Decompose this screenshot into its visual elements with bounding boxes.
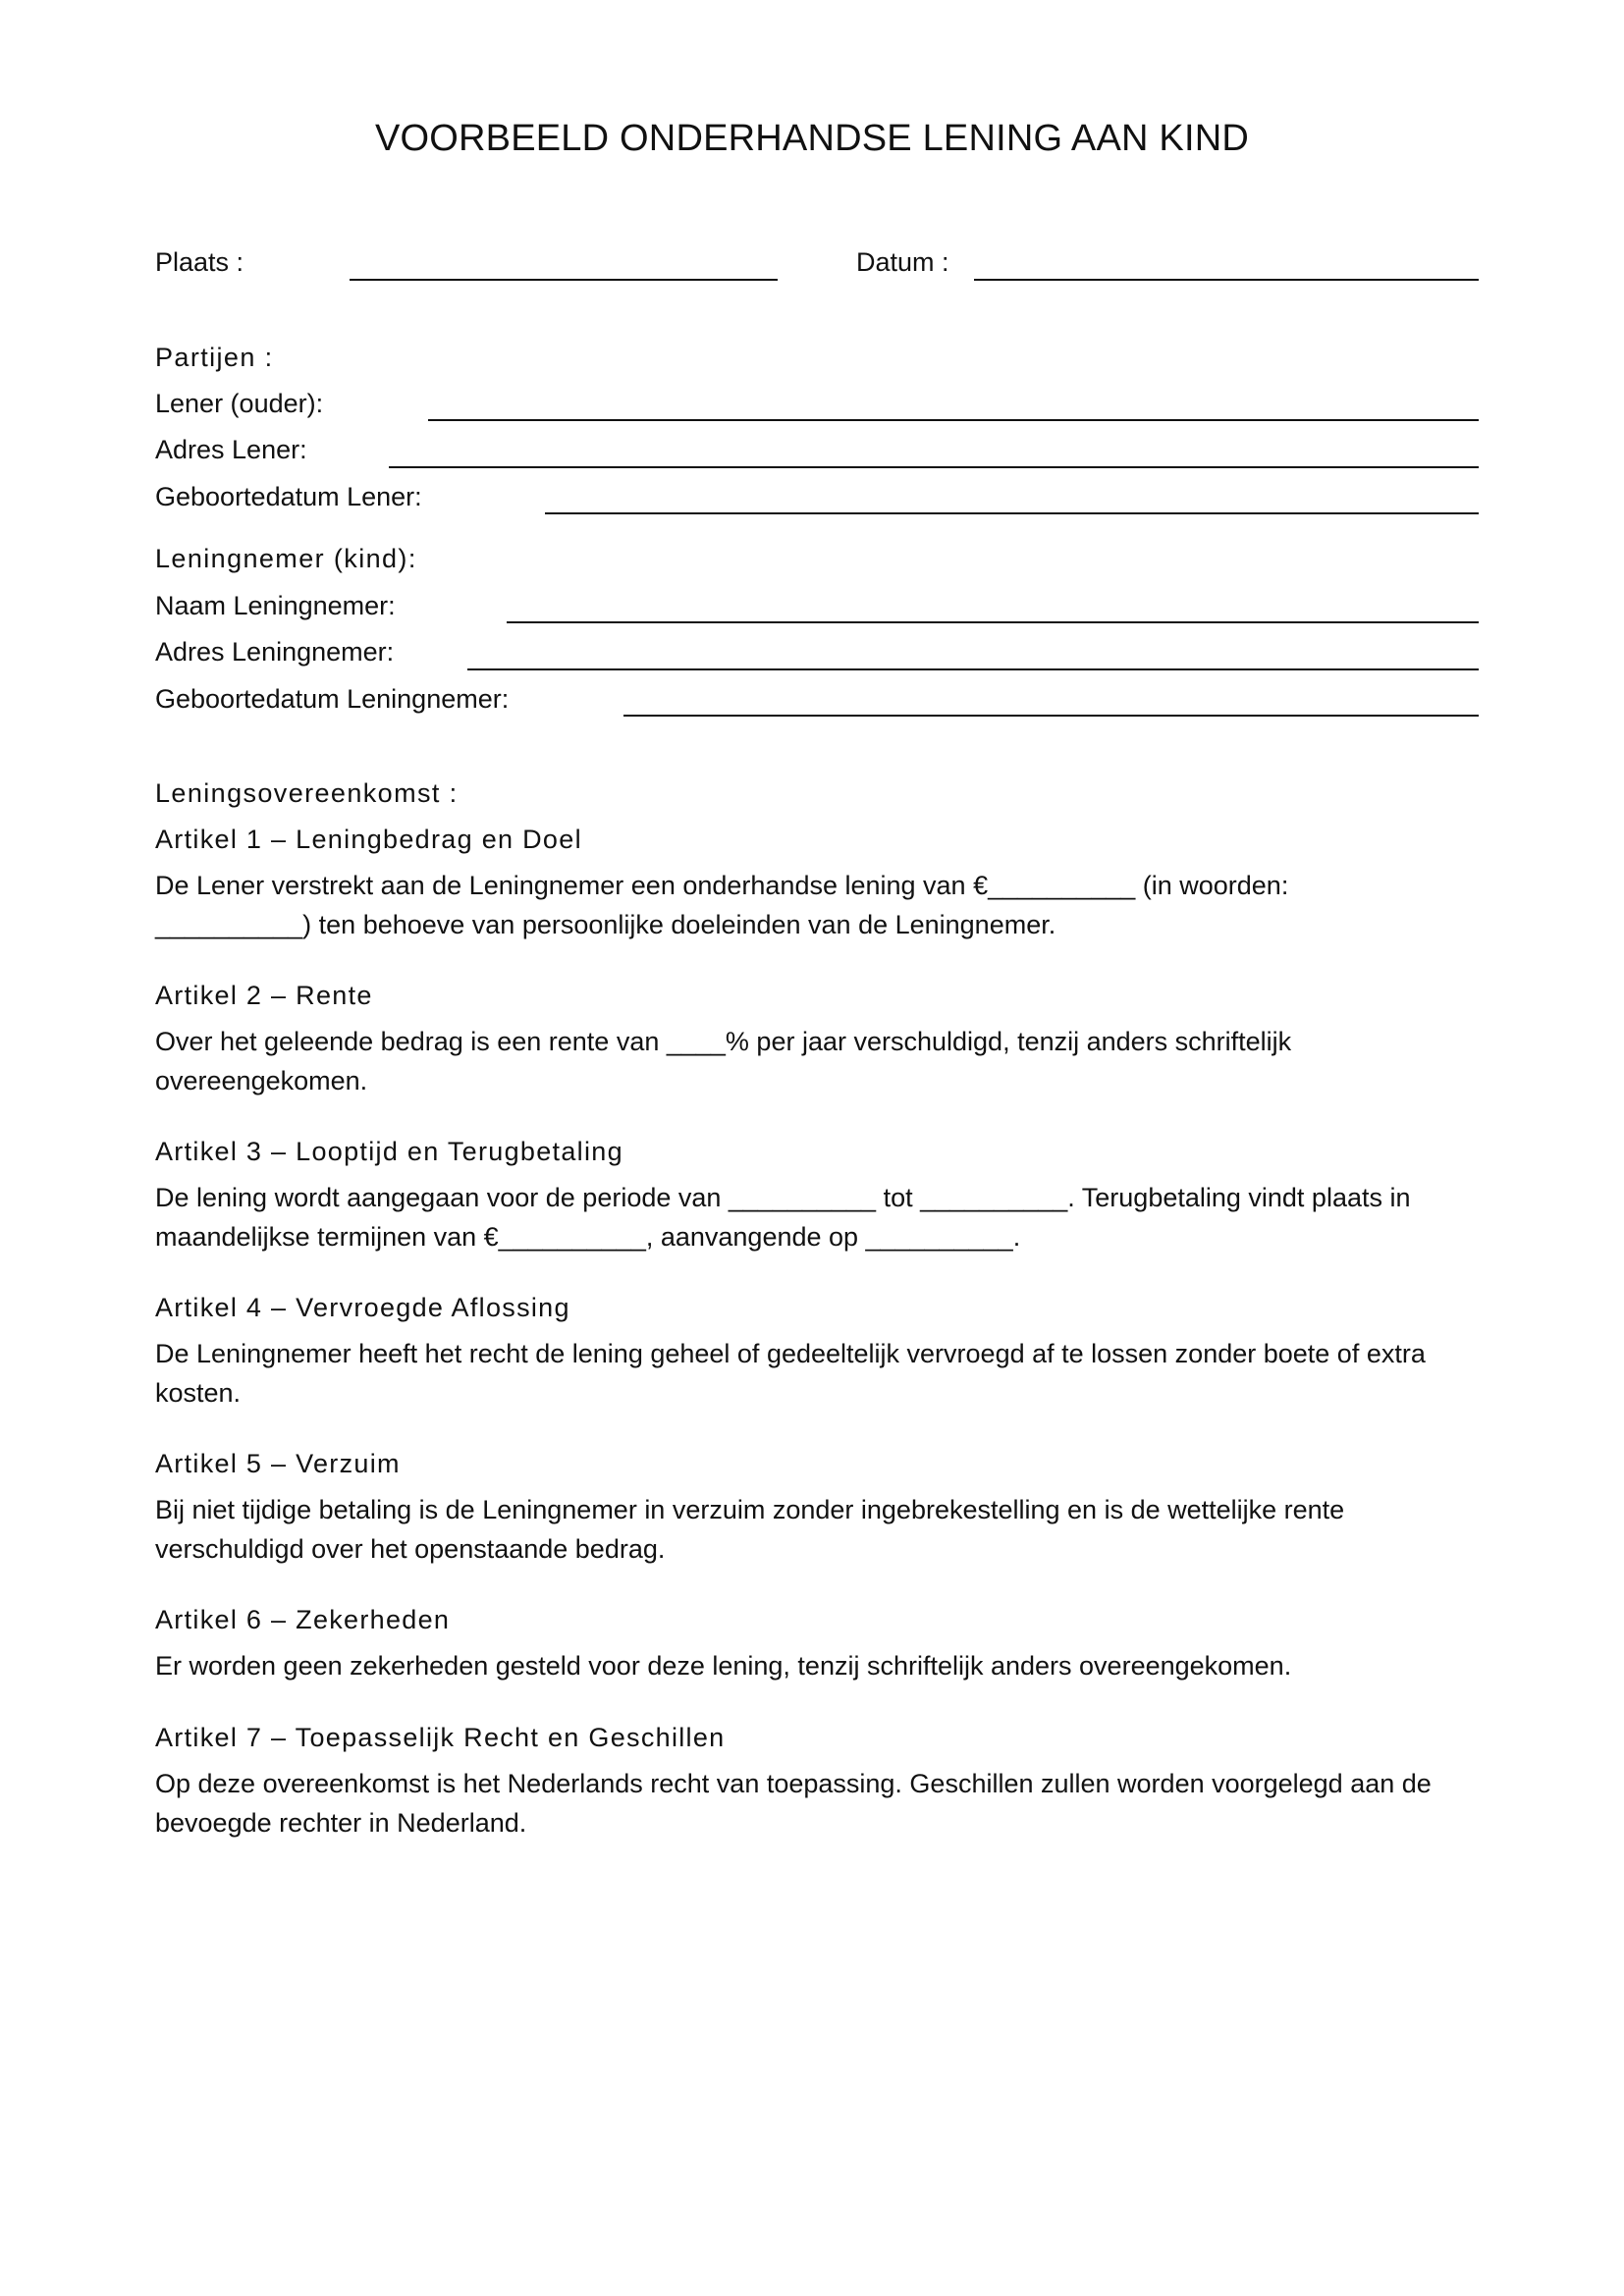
lender-birthdate-field-line[interactable] — [545, 512, 1479, 514]
borrower-name-field-line[interactable] — [507, 621, 1479, 623]
article-3-line-1: De lening wordt aangegaan voor de periode van __________ tot __________. Terugbetaling vindt plaats in — [155, 1183, 1411, 1212]
borrower-address-label: Adres Leningnemer: — [155, 637, 395, 667]
article-3-heading: Artikel 3 – Looptijd en Terugbetaling — [155, 1137, 623, 1166]
article-6-line-1: Er worden geen zekerheden gesteld voor deze lening, tenzij schriftelijk anders overeengekomen. — [155, 1651, 1292, 1681]
article-7-line-1: Op deze overeenkomst is het Nederlands recht van toepassing. Geschillen zullen worden voorgelegd aan de — [155, 1769, 1432, 1798]
article-1-line-2: __________) ten behoeve van persoonlijke doeleinden van de Leningnemer. — [155, 910, 1056, 939]
agreement-heading: Leningsovereenkomst : — [155, 778, 459, 808]
article-4-text — [155, 1334, 1490, 1413]
lender-birthdate-label: Geboortedatum Lener: — [155, 482, 422, 511]
article-5-line-2: verschuldigd over het openstaande bedrag. — [155, 1534, 666, 1564]
article-7-heading: Artikel 7 – Toepasselijk Recht en Geschillen — [155, 1723, 726, 1752]
lender-name-field-line[interactable] — [428, 419, 1479, 421]
article-4-line-1: De Leningnemer heeft het recht de lening geheel of gedeeltelijk vervroegd af te lossen zonder boete of extra — [155, 1339, 1426, 1368]
article-1-text — [155, 866, 1490, 944]
date-field-line[interactable] — [974, 279, 1479, 281]
place-label: Plaats : — [155, 247, 244, 277]
article-6-text — [155, 1646, 1490, 1685]
article-7-line-2: bevoegde rechter in Nederland. — [155, 1808, 527, 1838]
article-5-text — [155, 1490, 1490, 1569]
article-2-line-2: overeengekomen. — [155, 1066, 368, 1095]
article-1-heading: Artikel 1 – Leningbedrag en Doel — [155, 825, 582, 854]
borrower-birthdate-field-line[interactable] — [623, 715, 1479, 717]
article-4-heading: Artikel 4 – Vervroegde Aflossing — [155, 1293, 570, 1322]
borrower-name-label: Naam Leningnemer: — [155, 591, 396, 620]
article-6-heading: Artikel 6 – Zekerheden — [155, 1605, 451, 1634]
borrower-birthdate-label: Geboortedatum Leningnemer: — [155, 684, 510, 714]
document-title: VOORBEELD ONDERHANDSE LENING AAN KIND — [374, 118, 1250, 159]
article-5-line-1: Bij niet tijdige betaling is de Leningnemer in verzuim zonder ingebrekestelling en is de wettelijke rente — [155, 1495, 1345, 1524]
article-5-heading: Artikel 5 – Verzuim — [155, 1449, 401, 1478]
article-3-line-2: maandelijkse termijnen van €__________, aanvangende op __________. — [155, 1222, 1021, 1252]
parties-heading: Partijen : — [155, 343, 274, 372]
borrower-address-field-line[interactable] — [467, 668, 1479, 670]
lender-address-label: Adres Lener: — [155, 435, 307, 464]
article-2-line-1: Over het geleende bedrag is een rente van ____% per jaar verschuldigd, tenzij anders schriftelijk — [155, 1027, 1292, 1056]
article-3-text — [155, 1178, 1490, 1256]
article-1-line-1: De Lener verstrekt aan de Leningnemer een onderhandse lening van €__________ (in woorden: — [155, 871, 1289, 900]
lender-address-field-line[interactable] — [389, 466, 1479, 468]
borrower-heading: Leningnemer (kind): — [155, 544, 417, 573]
article-2-heading: Artikel 2 – Rente — [155, 981, 373, 1010]
place-field-line[interactable] — [350, 279, 778, 281]
lender-name-label: Lener (ouder): — [155, 389, 324, 418]
article-2-text — [155, 1022, 1490, 1100]
article-4-line-2: kosten. — [155, 1378, 242, 1408]
article-7-text — [155, 1764, 1490, 1842]
date-label: Datum : — [856, 247, 949, 277]
